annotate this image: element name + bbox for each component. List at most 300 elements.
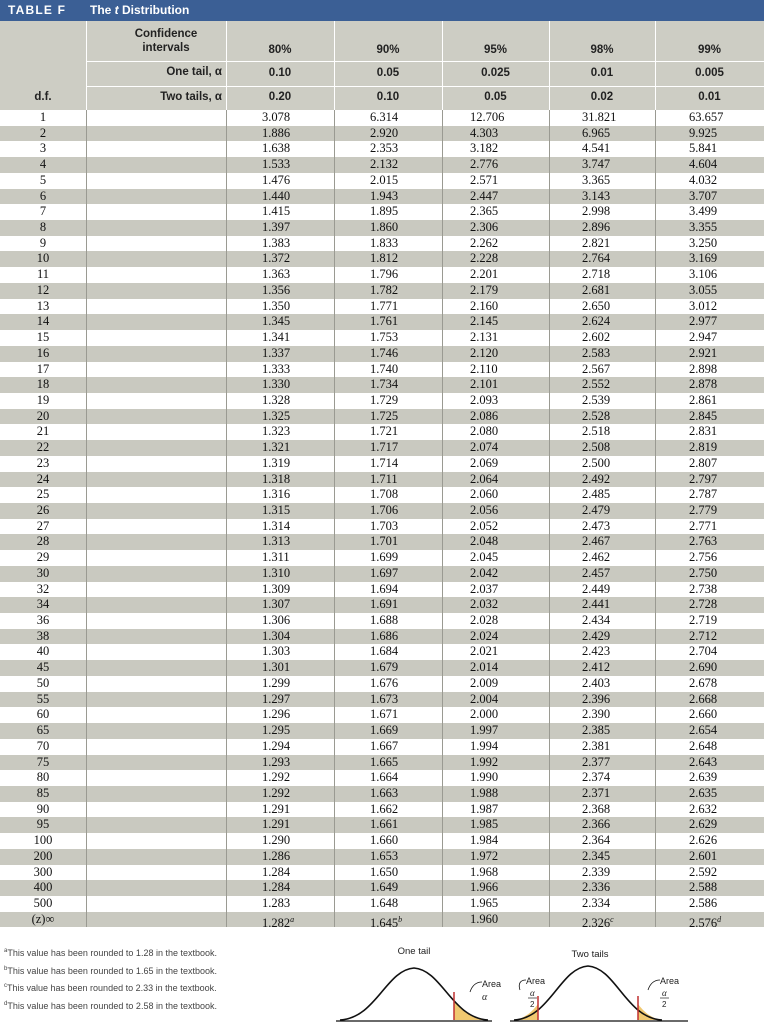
- table-row: [0, 393, 764, 409]
- value-cell: 2.339: [582, 864, 611, 879]
- value-cell: 1.311: [262, 550, 290, 565]
- table-row: [0, 786, 764, 802]
- df-cell: (z)∞: [31, 911, 55, 926]
- value-cell: 1.325: [262, 408, 291, 423]
- value-cell: 2.423: [582, 644, 611, 659]
- value-cell: 2.583: [582, 345, 611, 360]
- value-cell: 1.476: [262, 172, 291, 187]
- value-cell: 1.686: [370, 628, 399, 643]
- confidence-95: 95%: [483, 44, 508, 56]
- df-cell: 12: [36, 282, 50, 297]
- df-cell: 28: [36, 534, 50, 549]
- value-cell: 2.756: [689, 550, 718, 565]
- value-cell: 2.045: [470, 550, 499, 565]
- value-cell: 2.004: [470, 691, 499, 706]
- value-cell: 1.703: [370, 518, 399, 533]
- value-cell: 1.283: [262, 896, 291, 910]
- value-cell: 2.069: [470, 455, 499, 470]
- table-label: TABLE F: [8, 3, 67, 17]
- df-cell: 6: [39, 188, 47, 203]
- value-cell: 3.106: [689, 267, 718, 282]
- value-cell: 1.290: [262, 833, 291, 848]
- value-cell: 12.706: [470, 110, 505, 124]
- value-cell: 1.671: [370, 707, 399, 722]
- column-separator: [655, 110, 656, 927]
- value-cell: 2.334: [582, 896, 611, 910]
- value-cell: 2.201: [470, 267, 499, 282]
- value-cell: 1.356: [262, 282, 291, 297]
- table-row: [0, 566, 764, 582]
- table-row: [0, 409, 764, 425]
- right-two: 2: [662, 1000, 667, 1009]
- value-cell: 1.333: [262, 361, 291, 376]
- table-row: [0, 534, 764, 550]
- column-separator: [442, 110, 443, 927]
- table-row: [0, 126, 764, 142]
- value-cell: 1.694: [370, 581, 399, 596]
- value-cell: 2.500: [582, 455, 611, 470]
- value-cell: 1.699: [370, 550, 399, 565]
- df-cell: 4: [39, 157, 47, 172]
- table-row: [0, 157, 764, 173]
- two-tails-label: Two tails, α: [160, 91, 222, 103]
- value-cell: 1.729: [370, 392, 399, 407]
- value-cell: 3.250: [689, 235, 718, 250]
- value-cell: 2.368: [582, 801, 611, 816]
- df-cell: 5: [39, 172, 47, 187]
- table-row: [0, 739, 764, 755]
- df-cell: 40: [36, 644, 50, 659]
- df-cell: 55: [36, 691, 50, 706]
- value-cell: 1.771: [370, 298, 399, 313]
- df-cell: 100: [33, 833, 53, 848]
- value-cell: 1.664: [370, 770, 399, 785]
- df-cell: 38: [36, 628, 50, 643]
- one-tail-label: One tail, α: [166, 66, 222, 78]
- table-row: [0, 220, 764, 236]
- table-title-bar: [0, 0, 764, 21]
- value-cell: 3.169: [689, 251, 718, 266]
- value-cell: 1.363: [262, 267, 291, 282]
- value-cell: 2.306: [470, 220, 499, 235]
- value-cell: 1.711: [370, 471, 398, 486]
- df-cell: 13: [36, 298, 50, 313]
- value-cell: 1.282$^a$: [262, 914, 295, 930]
- value-cell: 2.819: [689, 440, 718, 455]
- value-cell: 2.567: [582, 361, 611, 376]
- df-cell: 19: [36, 392, 50, 407]
- value-cell: 1.284: [262, 864, 291, 879]
- value-cell: 1.330: [262, 377, 291, 392]
- value-cell: 1.284: [262, 880, 291, 895]
- value-cell: 2.588: [689, 880, 718, 895]
- value-cell: 2.947: [689, 330, 718, 345]
- value-cell: 2.797: [689, 471, 718, 486]
- one-tail-diagram: [336, 940, 502, 1024]
- value-cell: 1.294: [262, 738, 291, 753]
- value-cell: 2.086: [470, 408, 499, 423]
- df-cell: 23: [36, 455, 50, 470]
- value-cell: 2.624: [582, 314, 611, 329]
- value-cell: 1.321: [262, 440, 291, 455]
- value-cell: 2.080: [470, 424, 499, 439]
- two-tails-diagram: [510, 940, 688, 1024]
- table-body: [0, 110, 764, 928]
- table-row: [0, 770, 764, 786]
- df-cell: 20: [36, 408, 50, 423]
- table-row: [0, 346, 764, 362]
- table-row: [0, 880, 764, 896]
- table-row: [0, 314, 764, 330]
- value-cell: 2.654: [689, 723, 718, 738]
- value-cell: 2.179: [470, 282, 499, 297]
- value-cell: 1.697: [370, 565, 399, 580]
- value-cell: 1.669: [370, 723, 399, 738]
- value-cell: 2.485: [582, 487, 611, 502]
- df-cell: 14: [36, 314, 50, 329]
- table-row: [0, 487, 764, 503]
- value-cell: 1.650: [370, 864, 399, 879]
- value-cell: 1.318: [262, 471, 291, 486]
- value-cell: 2.434: [582, 613, 611, 628]
- value-cell: 2.462: [582, 550, 611, 565]
- value-cell: 2.718: [582, 267, 611, 282]
- table-row: [0, 440, 764, 456]
- table-row: [0, 299, 764, 315]
- table-row: [0, 204, 764, 220]
- value-cell: 2.629: [689, 817, 718, 832]
- one-tail-curve: [340, 968, 488, 1020]
- value-cell: 2.601: [689, 848, 718, 863]
- footnote: $^b$This value has been rounded to 1.65 in the textbook.: [4, 965, 217, 976]
- value-cell: 2.000: [470, 707, 499, 722]
- value-cell: 2.032: [470, 597, 499, 612]
- table-row: [0, 912, 764, 928]
- confidence-98: 98%: [590, 44, 614, 56]
- table-row: [0, 613, 764, 629]
- value-cell: 1.725: [370, 408, 399, 423]
- value-cell: 3.012: [689, 298, 718, 313]
- table-row: [0, 629, 764, 645]
- footnotes: [4, 944, 217, 1014]
- df-cell: 95: [36, 817, 50, 832]
- two-tails-002: 0.02: [590, 91, 614, 103]
- value-cell: 2.101: [470, 377, 499, 392]
- value-cell: 1.638: [262, 141, 291, 156]
- table-row: [0, 582, 764, 598]
- confidence-99: 99%: [697, 44, 722, 56]
- one-tail-area-label: Area: [482, 979, 502, 989]
- df-label: d.f.: [34, 91, 52, 103]
- value-cell: 31.821: [582, 110, 617, 124]
- value-cell: 1.653: [370, 848, 399, 863]
- value-cell: 2.681: [582, 282, 611, 297]
- table-header: [0, 21, 764, 110]
- value-cell: 1.684: [370, 644, 399, 659]
- two-tails-005: 0.05: [484, 91, 507, 103]
- value-cell: 2.807: [689, 455, 718, 470]
- value-cell: 4.303: [470, 125, 499, 140]
- value-cell: 2.366: [582, 817, 611, 832]
- table-row: [0, 377, 764, 393]
- value-cell: 1.660: [370, 833, 399, 848]
- value-cell: 1.992: [470, 754, 499, 769]
- value-cell: 1.691: [370, 597, 399, 612]
- value-cell: 1.667: [370, 738, 399, 753]
- value-cell: 1.440: [262, 188, 291, 203]
- df-cell: 29: [36, 550, 50, 565]
- two-tails-020: 0.20: [268, 91, 292, 103]
- table-row: [0, 676, 764, 692]
- value-cell: 1.833: [370, 235, 399, 250]
- value-cell: 2.626: [689, 833, 718, 848]
- value-cell: 2.447: [470, 188, 499, 203]
- df-cell: 9: [39, 235, 47, 250]
- value-cell: 2.779: [689, 503, 718, 517]
- value-cell: 2.412: [582, 660, 611, 675]
- value-cell: 2.602: [582, 330, 611, 345]
- table-row: [0, 896, 764, 912]
- df-cell: 7: [39, 204, 47, 219]
- value-cell: 2.632: [689, 801, 718, 816]
- table-row: [0, 472, 764, 488]
- value-cell: 2.024: [470, 628, 499, 643]
- value-cell: 1.297: [262, 691, 291, 706]
- right-alpha: α: [662, 988, 667, 998]
- df-cell: 70: [36, 738, 50, 753]
- value-cell: 2.771: [689, 518, 718, 533]
- left-area-label: Area: [526, 976, 546, 986]
- value-cell: 1.746: [370, 345, 399, 360]
- value-cell: 4.032: [689, 172, 718, 187]
- value-cell: 5.841: [689, 141, 718, 156]
- footnote-marker: d: [717, 914, 722, 924]
- value-cell: 1.309: [262, 581, 291, 596]
- value-cell: 2.371: [582, 785, 611, 800]
- df-cell: 34: [36, 597, 50, 612]
- df-cell: 80: [36, 770, 50, 785]
- df-cell: 18: [36, 377, 50, 392]
- value-cell: 3.078: [262, 110, 291, 124]
- table-row: [0, 519, 764, 535]
- value-cell: 2.457: [582, 565, 611, 580]
- value-cell: 2.787: [689, 487, 718, 502]
- value-cell: 63.657: [689, 110, 724, 124]
- table-row: [0, 723, 764, 739]
- value-cell: 1.665: [370, 754, 399, 769]
- confidence-90: 90%: [376, 44, 400, 56]
- value-cell: 1.649: [370, 880, 399, 895]
- value-cell: 2.643: [689, 754, 718, 769]
- value-cell: 1.997: [470, 723, 499, 738]
- column-separator: [86, 110, 87, 927]
- table-row: [0, 362, 764, 378]
- value-cell: 1.966: [470, 880, 499, 895]
- value-cell: 2.592: [689, 864, 718, 879]
- one-tail-title: One tail: [397, 946, 431, 957]
- value-cell: 1.328: [262, 392, 291, 407]
- value-cell: 2.093: [470, 392, 499, 407]
- value-cell: 2.015: [370, 172, 399, 187]
- value-cell: 2.650: [582, 298, 611, 313]
- value-cell: 2.845: [689, 408, 718, 423]
- value-cell: 2.009: [470, 675, 499, 690]
- value-cell: 2.467: [582, 534, 611, 549]
- table-name: The t Distribution: [90, 3, 190, 17]
- value-cell: 2.353: [370, 141, 399, 156]
- table-row: [0, 755, 764, 771]
- value-cell: 1.306: [262, 613, 291, 628]
- value-cell: 1.985: [470, 817, 499, 832]
- table-row: [0, 865, 764, 881]
- value-cell: 1.291: [262, 801, 291, 816]
- df-cell: 32: [36, 581, 50, 596]
- value-cell: 2.390: [582, 707, 611, 722]
- value-cell: 1.307: [262, 597, 291, 612]
- table-row: [0, 110, 764, 126]
- df-cell: 1: [39, 110, 47, 124]
- table-row: [0, 660, 764, 676]
- value-cell: 2.712: [689, 628, 718, 643]
- one-tail-0025: 0.025: [481, 67, 510, 79]
- value-cell: 3.365: [582, 172, 611, 187]
- value-cell: 2.385: [582, 723, 611, 738]
- value-cell: 1.337: [262, 345, 291, 360]
- value-cell: 2.763: [689, 534, 718, 549]
- table-row: [0, 597, 764, 613]
- value-cell: 1.323: [262, 424, 291, 439]
- df-cell: 24: [36, 471, 50, 486]
- value-cell: 1.734: [370, 377, 399, 392]
- value-cell: 2.920: [370, 125, 399, 140]
- value-cell: 1.714: [370, 455, 399, 470]
- value-cell: 2.365: [470, 204, 499, 219]
- df-cell: 21: [36, 424, 50, 439]
- value-cell: 1.397: [262, 220, 291, 235]
- value-cell: 2.052: [470, 518, 499, 533]
- df-cell: 10: [36, 251, 50, 266]
- table-row: [0, 251, 764, 267]
- df-cell: 400: [33, 880, 53, 895]
- table-row: [0, 236, 764, 252]
- value-cell: 2.750: [689, 565, 718, 580]
- value-cell: 2.441: [582, 597, 611, 612]
- table-row: [0, 817, 764, 833]
- value-cell: 3.747: [582, 157, 611, 172]
- value-cell: 2.571: [470, 172, 499, 187]
- df-cell: 2: [39, 125, 47, 140]
- value-cell: 2.552: [582, 377, 611, 392]
- value-cell: 1.706: [370, 503, 399, 517]
- value-cell: 2.518: [582, 424, 611, 439]
- df-cell: 85: [36, 785, 50, 800]
- value-cell: 2.738: [689, 581, 718, 596]
- value-cell: 1.740: [370, 361, 399, 376]
- value-cell: 2.668: [689, 691, 718, 706]
- df-cell: 3: [39, 141, 47, 156]
- value-cell: 1.965: [470, 896, 499, 910]
- value-cell: 2.396: [582, 691, 611, 706]
- two-tails-curve: [514, 966, 662, 1020]
- value-cell: 2.028: [470, 613, 499, 628]
- value-cell: 2.678: [689, 675, 718, 690]
- df-cell: 90: [36, 801, 50, 816]
- value-cell: 2.648: [689, 738, 718, 753]
- value-cell: 1.796: [370, 267, 399, 282]
- value-cell: 1.708: [370, 487, 399, 502]
- df-cell: 17: [36, 361, 50, 376]
- column-separator: [334, 110, 335, 927]
- value-cell: 2.528: [582, 408, 611, 423]
- value-cell: 9.925: [689, 125, 718, 140]
- df-cell: 50: [36, 675, 50, 690]
- value-cell: 3.499: [689, 204, 718, 219]
- value-cell: 1.296: [262, 707, 291, 722]
- value-cell: 1.372: [262, 251, 291, 266]
- df-cell: 300: [33, 864, 53, 879]
- value-cell: 2.326$^c$: [582, 914, 614, 930]
- value-cell: 1.304: [262, 628, 291, 643]
- df-cell: 27: [36, 518, 50, 533]
- value-cell: 2.381: [582, 738, 611, 753]
- value-cell: 2.635: [689, 785, 718, 800]
- value-cell: 1.292: [262, 785, 291, 800]
- value-cell: 1.688: [370, 613, 399, 628]
- value-cell: 2.831: [689, 424, 718, 439]
- value-cell: 2.508: [582, 440, 611, 455]
- value-cell: 4.541: [582, 141, 611, 156]
- value-cell: 2.898: [689, 361, 718, 376]
- column-separator: [226, 110, 227, 927]
- df-cell: 45: [36, 660, 50, 675]
- value-cell: 1.676: [370, 675, 399, 690]
- value-cell: 1.886: [262, 125, 291, 140]
- table-row: [0, 330, 764, 346]
- value-cell: 1.717: [370, 440, 399, 455]
- value-cell: 1.383: [262, 235, 291, 250]
- table-row: [0, 283, 764, 299]
- value-cell: 2.056: [470, 503, 499, 517]
- value-cell: 1.345: [262, 314, 291, 329]
- value-cell: 1.661: [370, 817, 399, 832]
- value-cell: 1.990: [470, 770, 499, 785]
- value-cell: 1.984: [470, 833, 499, 848]
- value-cell: 3.143: [582, 188, 611, 203]
- value-cell: 1.295: [262, 723, 291, 738]
- value-cell: 1.301: [262, 660, 291, 675]
- df-cell: 75: [36, 754, 50, 769]
- value-cell: 1.319: [262, 455, 291, 470]
- right-area-label: Area: [660, 976, 680, 986]
- value-cell: 1.645$^b$: [370, 914, 403, 930]
- df-cell: 25: [36, 487, 50, 502]
- value-cell: 1.895: [370, 204, 399, 219]
- value-cell: 1.291: [262, 817, 291, 832]
- value-cell: 2.429: [582, 628, 611, 643]
- df-cell: 16: [36, 345, 50, 360]
- value-cell: 2.586: [689, 896, 718, 910]
- value-cell: 1.812: [370, 251, 399, 266]
- value-cell: 4.604: [689, 157, 718, 172]
- table-row: [0, 849, 764, 865]
- one-tail-010: 0.10: [268, 67, 292, 79]
- value-cell: 2.042: [470, 565, 499, 580]
- value-cell: 2.145: [470, 314, 499, 329]
- table-row: [0, 802, 764, 818]
- value-cell: 2.977: [689, 314, 718, 329]
- value-cell: 2.120: [470, 345, 499, 360]
- two-tails-010: 0.10: [376, 91, 400, 103]
